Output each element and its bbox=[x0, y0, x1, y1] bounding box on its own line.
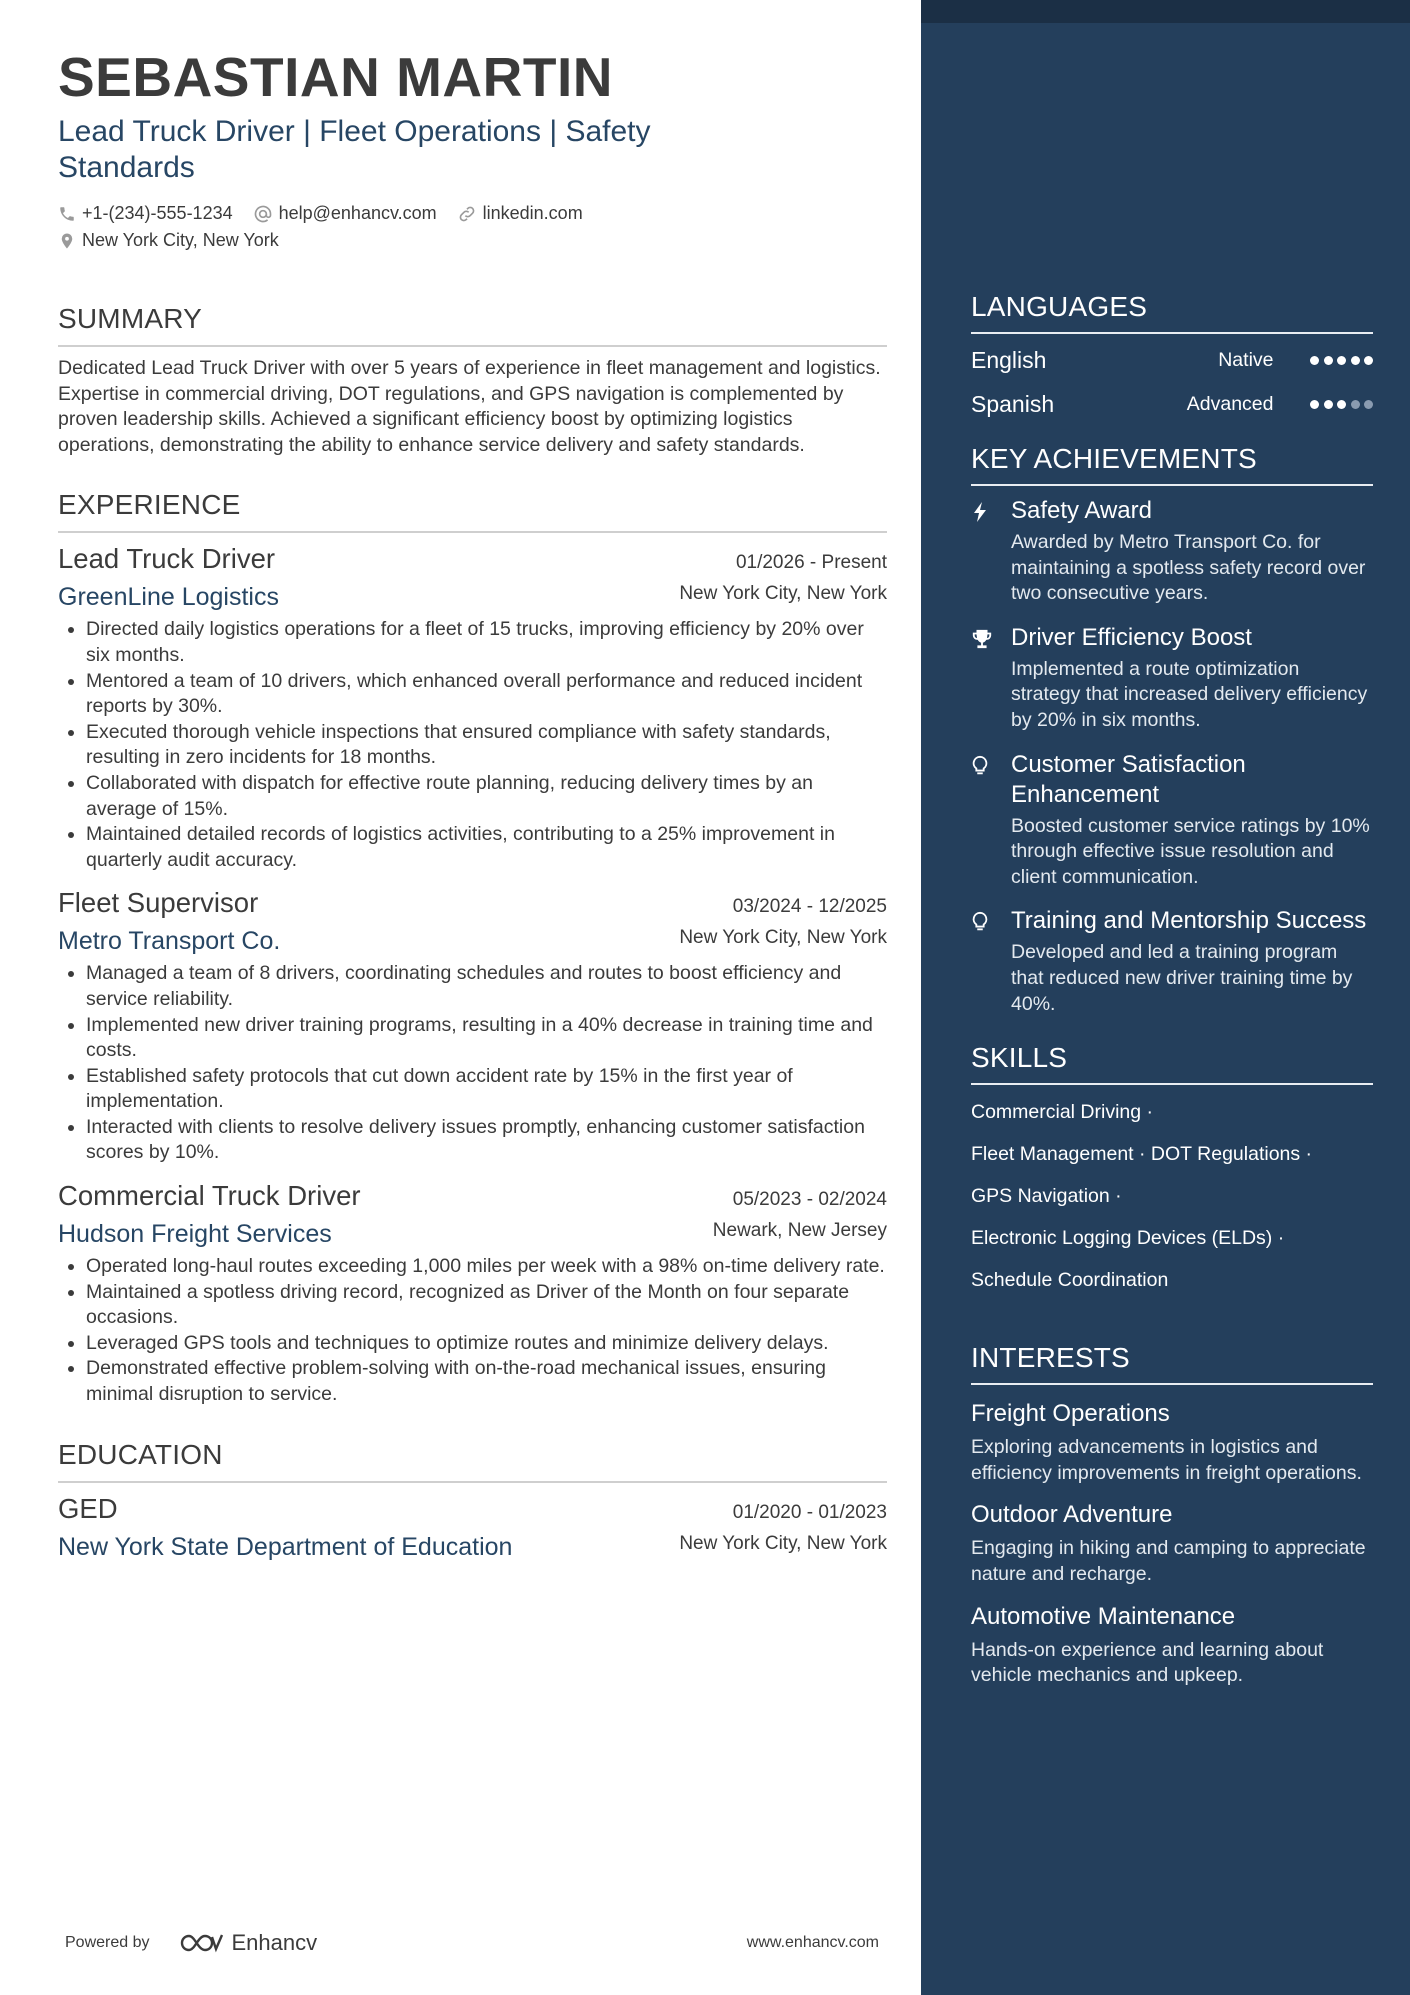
headline: Lead Truck Driver | Fleet Operations | Safety Standards bbox=[58, 115, 651, 184]
interest-item bbox=[971, 1500, 1373, 1587]
interest-item bbox=[971, 1399, 1373, 1486]
phone-icon bbox=[58, 205, 76, 223]
summary-text: Dedicated Lead Truck Driver with over 5 years of experience in fleet management and logistics. Expertise in commercial driving, DOT regulations, and GPS navigation is complemented by proven leadership skills. Achieved a significant efficiency boost by optimizing logistics operations, demonstrating the ability to enhance service delivery and safety standards. bbox=[58, 357, 881, 456]
map-pin-icon bbox=[58, 231, 76, 251]
job-location: New York City, New York bbox=[679, 927, 887, 949]
bullet-item: • Established safety protocols that cut down accident rate by 15% in the first year of implementation. bbox=[86, 1064, 887, 1115]
interest-title: Outdoor Adventure bbox=[971, 1501, 1173, 1529]
proficiency-dot bbox=[1364, 356, 1373, 365]
school-name: New York State Department of Education bbox=[58, 1532, 513, 1561]
company-name: GreenLine Logistics bbox=[58, 583, 279, 612]
bullet-item: • Leveraged GPS tools and techniques to optimize routes and minimize delivery delays. bbox=[86, 1331, 887, 1357]
achievements-heading: KEY ACHIEVEMENTS bbox=[971, 442, 1373, 486]
interest-title: Automotive Maintenance bbox=[971, 1602, 1236, 1630]
job-location: New York City, New York bbox=[679, 583, 887, 605]
job-title: Commercial Truck Driver bbox=[58, 1180, 361, 1212]
skills-section bbox=[971, 1041, 1373, 1301]
job-title: Lead Truck Driver bbox=[58, 543, 276, 575]
proficiency-dot bbox=[1324, 400, 1333, 409]
job-bullets bbox=[58, 1254, 887, 1408]
achievement-item bbox=[971, 906, 1373, 1017]
languages-heading: LANGUAGES bbox=[971, 290, 1373, 334]
lightbulb-icon bbox=[971, 911, 989, 933]
skill-item: Schedule Coordination bbox=[971, 1269, 1169, 1292]
enhancv-logo[interactable] bbox=[178, 1930, 318, 1956]
interest-title: Freight Operations bbox=[971, 1400, 1170, 1428]
skill-item: GPS Navigation · bbox=[971, 1185, 1122, 1208]
achievement-description: Awarded by Metro Transport Co. for maintaining a spotless safety record over two consecutive years. bbox=[1011, 531, 1366, 605]
proficiency-dot bbox=[1310, 356, 1319, 365]
achievement-item bbox=[971, 750, 1373, 891]
lightbulb-icon bbox=[971, 755, 989, 777]
bullet-item: • Mentored a team of 10 drivers, which enhanced overall performance and reduced incident reports by 30%. bbox=[86, 669, 887, 720]
enhancv-logo-icon bbox=[178, 1931, 226, 1955]
summary-section bbox=[58, 302, 887, 458]
bullet-item: • Collaborated with dispatch for effective route planning, reducing delivery times by an average of 15%. bbox=[86, 771, 887, 822]
job-title: Fleet Supervisor bbox=[58, 887, 259, 919]
achievements-section bbox=[971, 442, 1373, 1017]
education-section bbox=[58, 1438, 887, 1563]
proficiency-dot bbox=[1364, 400, 1373, 409]
achievement-description: Implemented a route optimization strategy that increased delivery efficiency by 20% in six months. bbox=[1011, 657, 1368, 731]
bullet-item: • Directed daily logistics operations for a fleet of 15 trucks, improving efficiency by 20% over six months. bbox=[86, 617, 887, 668]
bullet-item: • Executed thorough vehicle inspections that ensured compliance with safety standards, resulting in zero incidents for 18 months. bbox=[86, 720, 887, 771]
lightning-icon bbox=[971, 501, 989, 523]
bullet-item: • Demonstrated effective problem-solving with on-the-road mechanical issues, ensuring minimal disruption to service. bbox=[86, 1356, 887, 1407]
languages-section bbox=[971, 290, 1373, 426]
phone-contact[interactable] bbox=[58, 203, 233, 224]
skill-item: Fleet Management · DOT Regulations · bbox=[971, 1143, 1313, 1166]
education-location: New York City, New York bbox=[679, 1532, 887, 1554]
job-entry bbox=[58, 885, 887, 1166]
company-name: Metro Transport Co. bbox=[58, 927, 281, 956]
proficiency-dots bbox=[1306, 400, 1374, 409]
company-name: Hudson Freight Services bbox=[58, 1220, 332, 1249]
website-link[interactable]: www.enhancv.com bbox=[746, 1934, 879, 1951]
language-item bbox=[971, 338, 1373, 382]
skill-item: Electronic Logging Devices (ELDs) · bbox=[971, 1227, 1285, 1250]
linkedin-link: linkedin.com bbox=[482, 203, 583, 223]
language-item bbox=[971, 382, 1373, 426]
bullet-item: • Maintained detailed records of logistics activities, contributing to a 25% improvement in quarterly audit accuracy. bbox=[86, 822, 887, 873]
brand-name: Enhancv bbox=[231, 1930, 318, 1955]
language-level: Native bbox=[1218, 348, 1274, 371]
powered-by-label: Powered by bbox=[65, 1934, 150, 1951]
achievement-title: Customer Satisfaction Enhancement bbox=[1011, 750, 1246, 808]
degree: GED bbox=[58, 1492, 118, 1524]
achievement-description: Boosted customer service ratings by 10% through effective issue resolution and client communication. bbox=[1011, 814, 1370, 888]
education-dates: 01/2020 - 01/2023 bbox=[732, 1501, 887, 1523]
main-column bbox=[58, 44, 887, 1563]
job-dates: 03/2024 - 12/2025 bbox=[732, 896, 887, 918]
achievement-description: Developed and led a training program that reduced new driver training time by 40%. bbox=[1011, 941, 1353, 1015]
interest-description: Exploring advancements in logistics and efficiency improvements in freight operations. bbox=[971, 1436, 1362, 1484]
interest-description: Hands-on experience and learning about vehicle mechanics and upkeep. bbox=[971, 1638, 1324, 1687]
experience-heading: EXPERIENCE bbox=[58, 488, 887, 533]
bullet-item: • Managed a team of 8 drivers, coordinating schedules and routes to boost efficiency and service reliability. bbox=[86, 961, 887, 1012]
education-heading: EDUCATION bbox=[58, 1438, 887, 1483]
phone-number: +1-(234)-555-1234 bbox=[82, 203, 233, 223]
job-bullets bbox=[58, 961, 887, 1166]
bullet-item: • Interacted with clients to resolve delivery issues promptly, enhancing customer satisfaction scores by 10%. bbox=[86, 1115, 887, 1166]
interest-item bbox=[971, 1602, 1373, 1689]
candidate-name: SEBASTIAN MARTIN bbox=[58, 46, 613, 108]
proficiency-dot bbox=[1351, 356, 1360, 365]
skills-heading: SKILLS bbox=[971, 1041, 1373, 1085]
linkedin-contact[interactable] bbox=[457, 203, 583, 224]
proficiency-dot bbox=[1324, 356, 1333, 365]
interests-heading: INTERESTS bbox=[971, 1341, 1373, 1385]
job-entry bbox=[58, 541, 887, 873]
email-address: help@enhancv.com bbox=[278, 203, 437, 223]
trophy-icon bbox=[971, 628, 993, 650]
achievement-item bbox=[971, 496, 1373, 607]
location-contact bbox=[58, 230, 279, 251]
proficiency-dot bbox=[1351, 400, 1360, 409]
at-icon bbox=[253, 204, 273, 224]
footer bbox=[65, 1928, 879, 1958]
education-entry bbox=[58, 1491, 887, 1563]
proficiency-dot bbox=[1337, 400, 1346, 409]
achievement-title: Safety Award bbox=[1011, 497, 1152, 524]
proficiency-dots bbox=[1306, 356, 1374, 365]
proficiency-dot bbox=[1310, 400, 1319, 409]
achievement-title: Driver Efficiency Boost bbox=[1011, 623, 1252, 651]
email-contact[interactable] bbox=[253, 203, 437, 224]
job-dates: 01/2026 - Present bbox=[735, 552, 887, 574]
skill-item: Commercial Driving · bbox=[971, 1101, 1154, 1124]
bullet-item: • Maintained a spotless driving record, recognized as Driver of the Month on four separate occasions. bbox=[86, 1280, 887, 1331]
achievement-title: Training and Mentorship Success bbox=[1011, 907, 1367, 935]
interest-description: Engaging in hiking and camping to appreciate nature and recharge. bbox=[971, 1537, 1366, 1585]
language-level: Advanced bbox=[1186, 392, 1274, 415]
achievement-item bbox=[971, 623, 1373, 734]
location-text: New York City, New York bbox=[82, 230, 279, 250]
sidebar bbox=[921, 0, 1410, 1995]
job-dates: 05/2023 - 02/2024 bbox=[732, 1189, 887, 1211]
interests-section bbox=[971, 1341, 1373, 1689]
summary-heading: SUMMARY bbox=[58, 302, 887, 347]
link-icon bbox=[457, 204, 477, 224]
bullet-item: • Operated long-haul routes exceeding 1,000 miles per week with a 98% on-time delivery rate. bbox=[86, 1254, 887, 1280]
sidebar-top-strip bbox=[921, 0, 1410, 23]
language-name: English bbox=[971, 346, 1047, 373]
job-entry bbox=[58, 1178, 887, 1408]
contact-info bbox=[58, 200, 887, 254]
skills-list bbox=[971, 1091, 1373, 1301]
proficiency-dot bbox=[1337, 356, 1346, 365]
bullet-item: • Implemented new driver training programs, resulting in a 40% decrease in training time and costs. bbox=[86, 1013, 887, 1064]
job-location: Newark, New Jersey bbox=[712, 1220, 887, 1242]
experience-section bbox=[58, 488, 887, 1407]
language-name: Spanish bbox=[971, 390, 1055, 417]
job-bullets bbox=[58, 617, 887, 873]
